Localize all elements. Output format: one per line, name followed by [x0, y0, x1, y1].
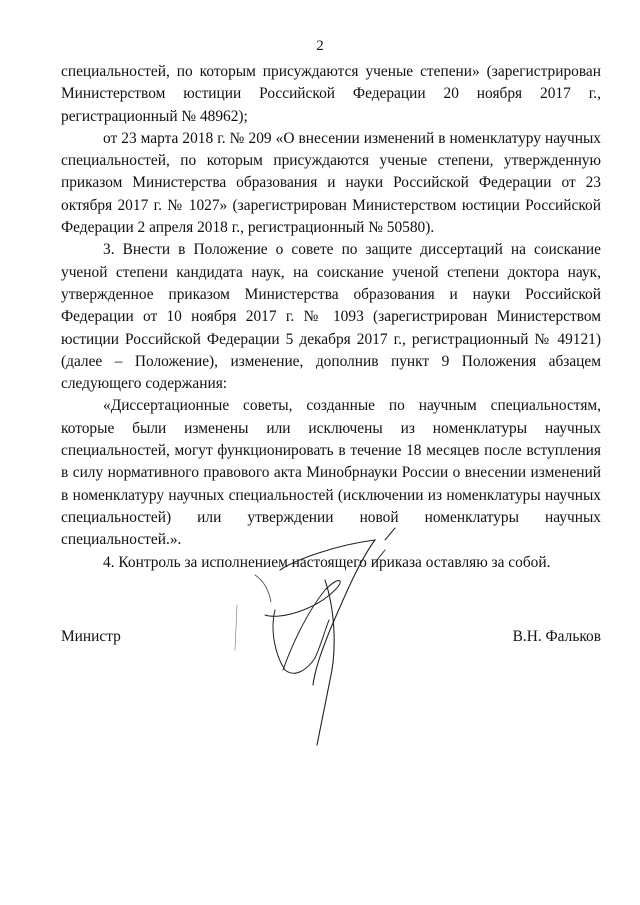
- signatory-name: В.Н. Фальков: [512, 628, 601, 645]
- paragraph-order-209: от 23 марта 2018 г. № 209 «О внесении изменений в номенклатуру научных специальностей, по которым присуждаются ученые степени, утвержденную приказом Министерства образования и науки Российской Федерации от 23 октября 2017 г. № 1027» (зарегистрирован Министерством юстиции Российской Федерации 2 апреля 2018 г., регистрационный № 50580).: [61, 129, 601, 237]
- paragraph-item-3: 3. Внести в Положение о совете по защите диссертаций на соискание ученой степени кандидата наук, на соискание ученой степени доктора наук, утвержденное приказом Министерства образования и науки Российской Федерации от 10 ноября 2017 г. № 1093 (зарегистрирован Министерством юстиции Российской Федерации 5 декабря 2017 г., регистрационный № 49121) (далее – Положение), изменение, дополнив пункт 9 Положения абзацем следующего содержания:: [61, 241, 601, 393]
- handwritten-signature: [225, 520, 415, 760]
- paragraph-item-4: 4. Контроль за исполнением настоящего приказа оставляю за собой.: [103, 553, 551, 571]
- paragraph-quote: «Диссертационные советы, созданные по научным специальностям, которые были изменены или исключены из номенклатуры научных специальностей, могут функционировать в течение 18 месяцев после вступления в силу нормативного правового акта Минобрнауки России о внесении изменений в номенклатуру научных специальностей (исключении из номенклатуры научных специальностей) или утверждении новой номенклатуры научных специальностей.».: [61, 397, 601, 549]
- page-number: 2: [316, 38, 324, 54]
- paragraph-continuation: специальностей, по которым присуждаются ученые степени» (зарегистрирован Министерством юстиции Российской Федерации 20 ноября 2017 г., регистрационный № 48962);: [61, 63, 601, 125]
- signatory-title: Министр: [61, 628, 121, 645]
- document-body: [61, 61, 601, 574]
